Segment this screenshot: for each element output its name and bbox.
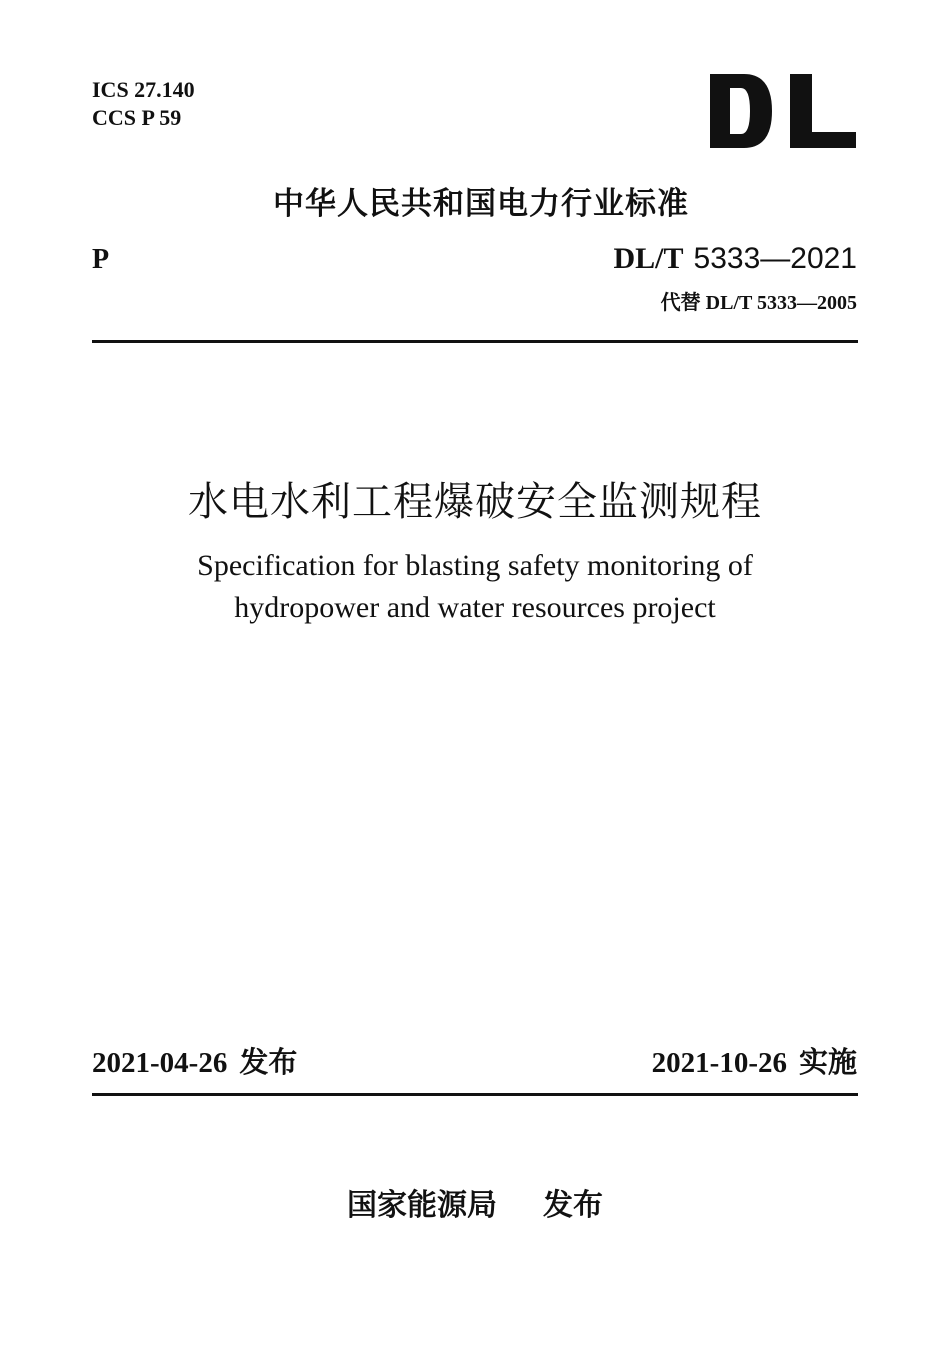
implement-date-block bbox=[652, 1040, 857, 1081]
category-letter: P bbox=[92, 244, 110, 275]
standard-code: 5333—2021 bbox=[693, 242, 857, 275]
standard-number bbox=[613, 242, 857, 276]
publisher-line bbox=[0, 1180, 950, 1224]
ics-code: ICS 27.140 bbox=[92, 77, 195, 102]
issue-date-block bbox=[92, 1040, 297, 1081]
issue-label: 发布 bbox=[239, 1045, 298, 1079]
standard-prefix: DL/T bbox=[613, 242, 684, 275]
title-chinese: 水电水利工程爆破安全监测规程 bbox=[188, 479, 762, 525]
ccs-code: CCS P 59 bbox=[92, 105, 182, 130]
title-english-line2: hydropower and water resources project bbox=[234, 591, 716, 624]
implement-label: 实施 bbox=[798, 1045, 857, 1079]
replaces-standard: 代替 DL/T 5333—2005 bbox=[660, 292, 857, 314]
implement-date: 2021-10-26 bbox=[651, 1047, 787, 1079]
title-english bbox=[0, 545, 950, 629]
publisher-name: 国家能源局 bbox=[347, 1188, 497, 1223]
top-divider bbox=[92, 340, 858, 343]
title-english-line1: Specification for blasting safety monitoring of bbox=[197, 549, 753, 582]
issue-date: 2021-04-26 bbox=[92, 1047, 228, 1079]
classification-codes bbox=[92, 76, 195, 132]
dl-logo bbox=[708, 72, 858, 150]
bottom-divider bbox=[92, 1093, 858, 1096]
industry-standard-heading: 中华人民共和国电力行业标准 bbox=[273, 186, 689, 222]
publisher-action: 发布 bbox=[543, 1188, 603, 1223]
